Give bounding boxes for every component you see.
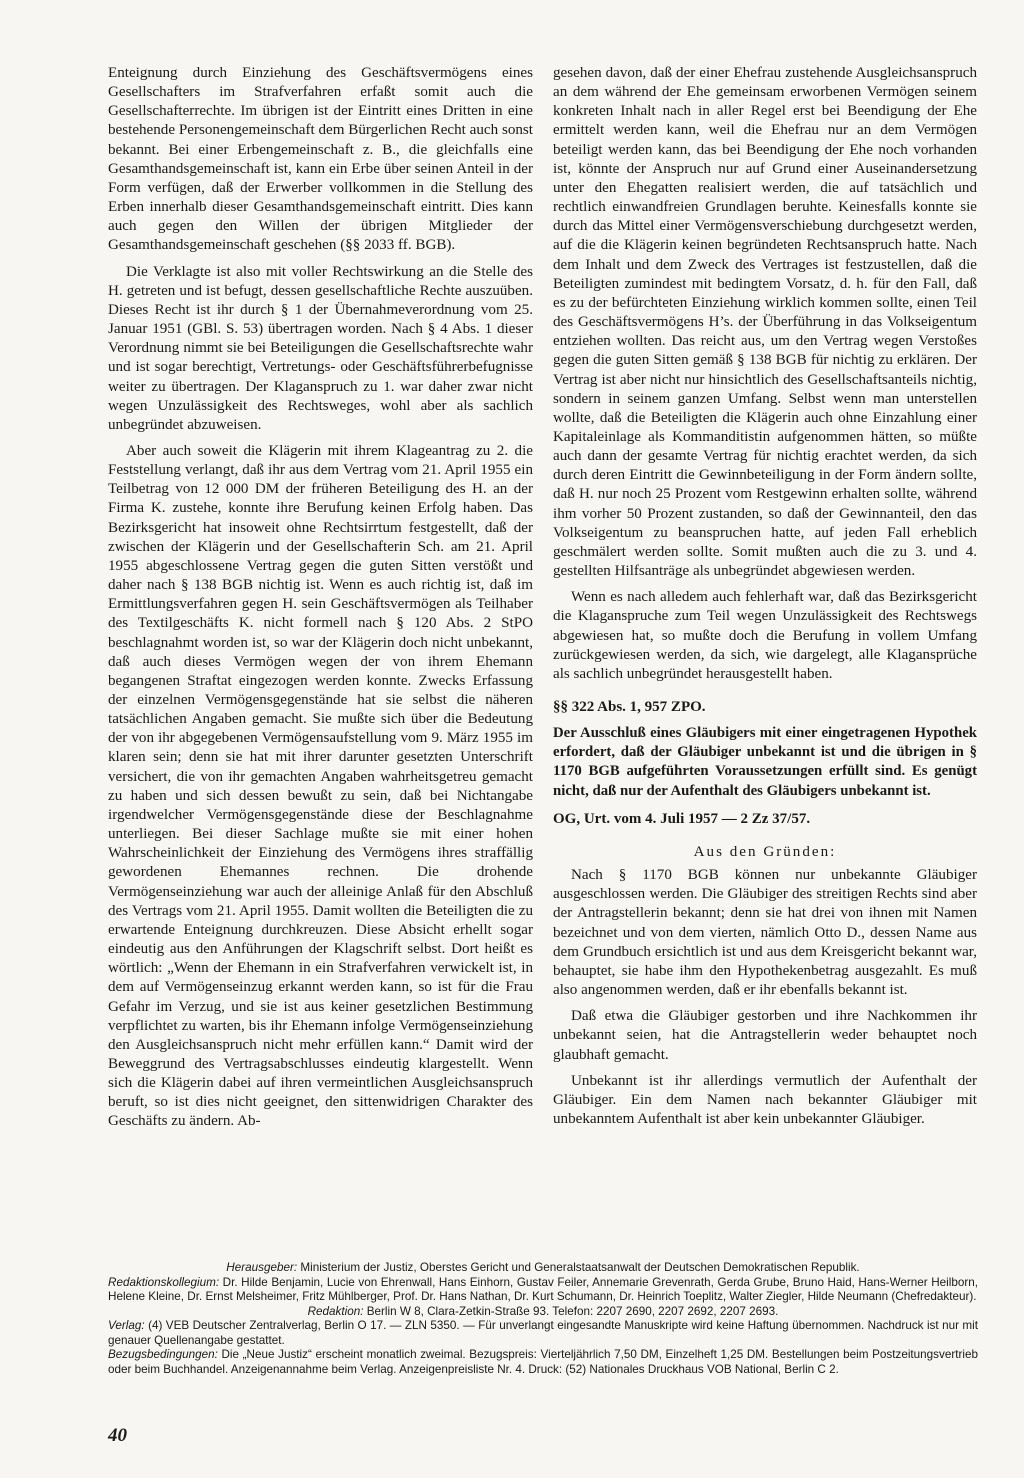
imprint-label: Redaktion: — [307, 1304, 364, 1318]
paragraph: Unbekannt ist ihr allerdings vermutlich der Aufenthalt der Gläubiger. Ein dem Namen nach bekannter Gläubiger mit unbekanntem Aufenthalt ist aber kein unbekannter Gläubiger. — [553, 1072, 977, 1127]
reasons-heading: Aus den Gründen: — [693, 843, 837, 860]
paragraph: Nach § 1170 BGB können nur unbekannte Gläubiger ausgeschlossen werden. Die Gläubiger des streitigen Rechts sind aber der Antragstellerin bekannt; denn sie hat drei von ihnen mit Namen bezeichnet und von dem vierten, nämlich Otto D., dessen Name aus dem Grundbuch ersichtlich ist und aus dem Kreisgericht bekannt war, behauptet, sie habe ihm den Hypothekenbetrag ausgezahlt. Es muß also angenommen werden, daß er ihr ebenfalls bekannt ist. — [553, 867, 977, 999]
imprint-label: Verlag: — [108, 1319, 145, 1332]
paragraph: gesehen davon, daß der einer Ehefrau zustehende Ausgleichsanspruch an dem während der Ehe gemeinsam erworbenen Vermögen seinem konkreten Inhalt nach in aller Regel erst bei Beendigung der Ehe ermittelt werden kann, weil die Ehefrau nur an dem Vermögen beteiligt werden kann, das bei Beendigung der Ehe noch vorhanden ist, könnte der Anspruch nur auf Grund einer Auseinandersetzung unter den Ehegatten realisiert werden, die auf tatsächlich und rechtlich einwandfreien Grundlagen beruhte. Keinesfalls konnte sie durch das Mittel einer Vermögensverschiebung durchgesetzt werden, auf die die Klägerin keinen begründeten Rechtsanspruch hatte. Nach dem Inhalt und dem Zweck des Vertrages ist festzustellen, daß die Beteiligten zumindest mit bedingtem Vorsatz, d. h. für den Fall, daß es zu der befürchteten Einziehung wirklich kommen sollte, einen Teil des Geschäftsvermögens H’s. der Überführung in das Volkseigentum entziehen wollten. Das reicht aus, um den Vertrag wegen Verstoßes gegen die guten Sitten gemäß § 138 BGB für nichtig zu erklären. Der Vertrag ist aber nicht nur hinsichtlich des Gesellschaftsanteils nichtig, sondern in seinem ganzen Umfang. Selbst wenn man unterstellen wollte, daß die Beteiligten die Klägerin auch ohne Einzahlung einer Kapitaleinlage als Kommanditistin aufgenommen hätten, so müßte auch dann der gesamte Vertrag für nichtig erachtet werden, da sich durch deren Eintritt die Gewinnbeteiligung in der Form ändern sollte, daß H. nur noch 25 Prozent vom Restgewinn erhalten sollte, während ihm vorher 50 Prozent zustanden, so daß der Gewinnanteil, den das Volkseigentum zu beanspruchen hatte, auf jeden Fall erheblich geschmälert werden sollte. Somit mußten auch die zu 3. und 4. gestellten Hilfsanträge als unbegründet abgewiesen werden. — [553, 65, 977, 580]
imprint — [108, 1261, 978, 1377]
headnote: Der Ausschluß eines Gläubigers mit einer eingetragenen Hypothek erfordert, daß der Gläubiger unbekannt ist und die übrigen in § 1170 BGB aufgeführten Voraussetzungen erfüllt sind. Es genügt nicht, daß nur der Aufenthalt des Gläubigers unbekannt ist. — [553, 725, 977, 799]
citation: OG, Urt. vom 4. Juli 1957 — 2 Zz 37/57. — [553, 810, 811, 827]
right-column — [553, 64, 977, 1136]
paragraph: Wenn es nach alledem auch fehlerhaft war, daß das Bezirksgericht die Klaganspruche zum Teil wegen Unzulässigkeit des Rechtswegs abgewiesen hat, so mußte doch die Berufung in vollem Umfang zurückgewiesen werden, da sich, wie dargelegt, alle Klagansprüche als sachlich unbegründet herausgestellt haben. — [553, 589, 977, 682]
imprint-label: Bezugsbedingungen: — [108, 1348, 218, 1361]
imprint-board: Redaktionskollegium: Dr. Hilde Benjamin, Lucie von Ehrenwall, Hans Einhorn, Gustav Feiler, Annemarie Grevenrath, Gerda Grube, Bruno Haid, Hans-Werner Heilborn, Helene Kleine, Dr. Ernst Melsheimer, Fritz Mühlberger, Prof. Dr. Hans Nathan, Dr. Kurt Schumann, Dr. Heinrich Toeplitz, Walter Ziegler, Hilde Neumann (Chefredakteur). — [108, 1275, 978, 1303]
section-heading: §§ 322 Abs. 1, 957 ZPO. — [553, 699, 706, 715]
paragraph: Daß etwa die Gläubiger gestorben und ihre Nachkommen ihr unbekannt seien, hat die Antragstellerin weder behauptet noch glaubhaft gemacht. — [553, 1008, 977, 1063]
imprint-label: Redaktionskollegium: — [108, 1275, 220, 1289]
imprint-label: Herausgeber: — [226, 1261, 298, 1274]
left-column — [108, 64, 533, 1139]
imprint-publisher: Herausgeber: Ministerium der Justiz, Oberstes Gericht und Generalstaatsanwalt der Deutschen Demokratischen Republik. — [226, 1261, 860, 1274]
paragraph: Enteignung durch Einziehung des Geschäftsvermögens eines Gesellschafters im Strafverfahren erfaßt somit auch die Gesellschafterrechte. Im übrigen ist der Eintritt eines Dritten in eine bestehende Personengemeinschaft dem Bürgerlichen Recht auch sonst bekannt. Bei einer Erbengemeinschaft z. B., die gleichfalls eine Gesamthandsgemeinschaft ist, kann ein Erbe über seinen Anteil in der Form verfügen, daß der Erwerber vollkommen in die Stellung des Erben innerhalb dieser Gesamthandsgemeinschaft eintritt. Dies kann auch gegen den Willen der übrigen Mitglieder der Gesamthandsgemeinschaft geschehen (§§ 2033 ff. BGB). — [108, 65, 533, 254]
imprint-publishing: Verlag: (4) VEB Deutscher Zentralverlag, Berlin O 17. — ZLN 5350. — Für unverlangt eingesandte Manuskripte wird keine Haftung übernommen. Nachdruck ist nur mit genauer Quellenangabe gestattet. — [108, 1319, 978, 1347]
imprint-terms: Bezugsbedingungen: Die „Neue Justiz“ erscheint monatlich zweimal. Bezugspreis: Vierteljährlich 7,50 DM, Einzelheft 1,25 DM. Bestellungen beim Postzeitungsvertrieb oder beim Buchhandel. Anzeigenannahme beim Verlag. Anzeigenpreisliste Nr. 4. Druck: (52) Nationales Druckhaus VOB National, Berlin C 2. — [108, 1348, 978, 1376]
paragraph: Die Verklagte ist also mit voller Rechtswirkung an die Stelle des H. getreten und ist befugt, dessen gesellschaftliche Rechte auszuüben. Dieses Recht ist ihr durch § 1 der Übernahmeverordnung vom 25. Januar 1951 (GBl. S. 53) übertragen worden. Nach § 4 Abs. 1 dieser Verordnung nimmt sie bei Beteiligungen die Gesellschaftsrechte wahr und ist sogar berechtigt, Vertretungs- oder Geschäftsführerbefugnisse weiter zu übertragen. Der Klaganspruch zu 1. war daher zwar nicht wegen Unzulässigkeit des Rechtsweges, wohl aber als sachlich unbegründet abzuweisen. — [108, 263, 533, 433]
paragraph: Aber auch soweit die Klägerin mit ihrem Klageantrag zu 2. die Feststellung verlangt, daß ihr aus dem Vertrag vom 21. April 1955 ein Teilbetrag von 12 000 DM der früheren Beteiligung des H. an der Firma K. zustehe, konnte ihre Berufung keinen Erfolg haben. Das Bezirksgericht hat insoweit ohne Rechtsirrtum festgestellt, daß der zwischen der Klägerin und der Gesellschafterin Sch. am 21. April 1955 abgeschlossene Vertrag gegen die guten Sitten verstößt und daher nach § 138 BGB nichtig ist. Wenn es auch richtig ist, daß im Ermittlungsverfahren gegen H. sein Geschäftsvermögen als Teilhaber des Textilgeschäfts K. nicht formell nach § 120 Abs. 2 StPO beschlagnahmt worden ist, so war der Klägerin doch nicht unbekannt, daß auch dieses Vermögen wegen der von ihrem Ehemann begangenen Straftat eingezogen werden konnte. Zwecks Erfassung der einzelnen Vermögensgegenstände hat sie selbst die näheren tatsächlichen Angaben gemacht. Sie mußte sich über die Bedeutung der von ihr abgegebenen Vermögensaufstellung vom 9. März 1955 im klaren sein; denn sie hat mit ihrer darunter gesetzten Unterschrift versichert, die von ihr gemachten Angaben wahrheitsgetreu gemacht zu haben und sich dessen bewußt zu sein, daß bei Nichtangabe irgendwelcher Vermögensgegenstände diese der Beschlagnahme unterliegen. Bei dieser Sachlage mußte sie mit einer hohen Wahrscheinlichkeit der Einziehung des Vermögens ihres straffällig gewordenen Ehemannes rechnen. Die drohende Vermögenseinziehung war auch der alleinige Anlaß für den Abschluß des Vertrags vom 21. April 1955. Damit wollten die Beteiligten die zu erwartende Enteignung durchkreuzen. Diese Absicht erhellt sogar eindeutig aus den Anführungen der Klagschrift selbst. Dort heißt es wörtlich: „Wenn der Ehemann in ein Strafverfahren verwickelt ist, in dem auf Vermögenseinzug erkannt werden kann, so ist für die Frau Gefahr im Verzug, und sie ist aus keiner gesetzlichen Bestimmung verpflichtet zu warten, bis ihr Ehemann infolge Vermögenseinziehung den Ausgleichsanspruch nicht mehr erfüllen kann.“ Damit wird der Beweggrund des Vertragsabschlusses eindeutig klargestellt. Wenn sich die Klägerin dabei auf ihren vermeintlichen Ausgleichsanspruch beruft, so ist dies nicht geeignet, den sittenwidrigen Charakter des Geschäfts zu ändern. Ab- — [108, 442, 533, 1130]
imprint-editorial: Redaktion: Berlin W 8, Clara-Zetkin-Straße 93. Telefon: 2207 2690, 2207 2692, 2207 2693. — [307, 1304, 779, 1318]
page-number: 40 — [108, 1425, 127, 1446]
